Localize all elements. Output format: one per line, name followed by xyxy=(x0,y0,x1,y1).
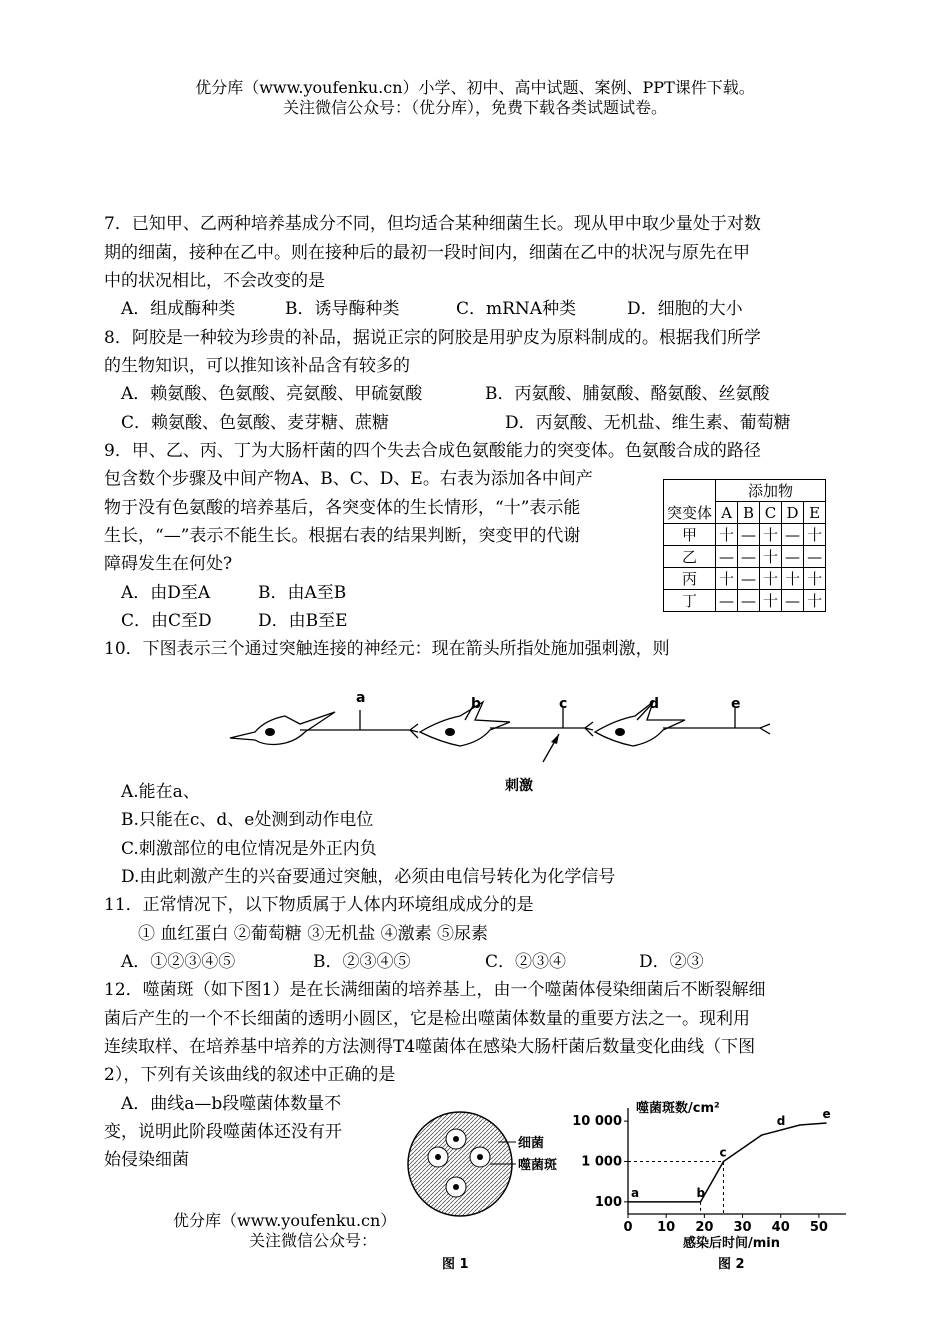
row-name: 丁 xyxy=(664,590,716,612)
table-col-header: A xyxy=(716,502,738,524)
point-label-c: c xyxy=(719,1145,727,1160)
table-col-header: C xyxy=(760,502,782,524)
q9-stem-1: 9．甲、乙、丙、丁为大肠杆菌的四个失去合成色氨酸能力的突变体。色氨酸合成的路径 xyxy=(104,441,761,461)
point-label-b: b xyxy=(696,1185,706,1200)
table-cell: 十 xyxy=(804,590,826,612)
table-group-header: 添加物 xyxy=(716,480,826,502)
q12-option-a-1: A．曲线a—b段噬菌体数量不 xyxy=(121,1094,342,1114)
table-cell: 十 xyxy=(804,524,826,546)
y-tick-label: 10 000 xyxy=(572,1114,622,1130)
neuron-diagram xyxy=(225,680,785,800)
nucleus-3 xyxy=(615,728,625,736)
table-row-header: 突变体 xyxy=(664,502,716,524)
table-cell: — xyxy=(716,546,738,568)
x-tick-label: 40 xyxy=(771,1220,790,1235)
plaque-center xyxy=(435,1154,441,1160)
x-tick-label: 10 xyxy=(657,1220,676,1235)
q9-stem-2: 包含数个步骤及中间产物A、B、C、D、E。右表为添加各中间产 xyxy=(104,469,593,489)
label-bacteria: 细菌 xyxy=(518,1136,545,1151)
table-cell: — xyxy=(738,590,760,612)
table-cell: — xyxy=(782,590,804,612)
chart-ylabel: 噬菌斑数/cm² xyxy=(636,1101,720,1116)
x-tick-label: 50 xyxy=(809,1220,828,1235)
mutant-growth-table xyxy=(663,479,826,612)
q8-stem-1: 8．阿胶是一种较为珍贵的补品，据说正宗的阿胶是用驴皮为原料制成的。根据我们所学 xyxy=(104,328,761,348)
table-cell: — xyxy=(804,546,826,568)
plaque-center xyxy=(453,1184,459,1190)
q10-option-b: B.只能在c、d、e处测到动作电位 xyxy=(121,810,374,830)
q9-stem-3: 物于没有色氨酸的培养基后，各突变体的生长情形，“十”表示能 xyxy=(104,498,581,518)
figure-2-caption: 图 2 xyxy=(718,1257,745,1272)
nucleus-2 xyxy=(445,728,455,736)
table-cell: 十 xyxy=(760,546,782,568)
nucleus-1 xyxy=(265,728,275,736)
q8-stem-2: 的生物知识，可以推知该补品含有较多的 xyxy=(104,356,410,376)
table-cell: 十 xyxy=(716,568,738,590)
figure-2-chart xyxy=(568,1092,868,1277)
table-cell: — xyxy=(738,546,760,568)
row-name: 丙 xyxy=(664,568,716,590)
q7-stem-2: 期的细菌，接种在乙中。则在接种后的最初一段时间内，细菌在乙中的状况与原先在甲 xyxy=(104,243,750,263)
table-cell: 十 xyxy=(716,524,738,546)
x-tick-label: 30 xyxy=(733,1220,752,1235)
point-label-a: a xyxy=(631,1185,640,1200)
table-col-header: E xyxy=(804,502,826,524)
footer-line-2: 关注微信公众号： xyxy=(249,1231,378,1250)
q12-option-a-2: 变，说明此阶段噬菌体还没有开 xyxy=(104,1122,342,1142)
q7-option-c: C．mRNA种类 xyxy=(456,299,577,319)
neuron-3-body xyxy=(595,702,685,746)
table-row xyxy=(664,546,826,568)
table-row xyxy=(664,568,826,590)
figure-1-caption: 图 1 xyxy=(442,1257,469,1272)
q12-stem-2: 菌后产生的一个不长细菌的透明小圆区，它是检出噬菌体数量的重要方法之一。现利用 xyxy=(104,1009,750,1029)
table-col-header: B xyxy=(738,502,760,524)
table-col-header: D xyxy=(782,502,804,524)
q12-option-a-3: 始侵染细菌 xyxy=(104,1150,189,1170)
y-tick-label: 100 xyxy=(594,1194,622,1210)
q10-option-d: D.由此刺激产生的兴奋要通过突触，必须由电信号转化为化学信号 xyxy=(121,867,616,887)
q10-option-c: C.刺激部位的电位情况是外正内负 xyxy=(121,839,377,859)
q8-option-b: B．丙氨酸、脯氨酸、酪氨酸、丝氨酸 xyxy=(485,384,770,404)
q10-option-a: A.能在a、 xyxy=(121,782,200,802)
q11-option-b: B．②③④⑤ xyxy=(313,952,411,972)
q7-option-d: D．细胞的大小 xyxy=(627,299,743,319)
table-cell: — xyxy=(782,524,804,546)
table-cell: 十 xyxy=(760,568,782,590)
neuron-2-body xyxy=(420,702,510,746)
table-corner xyxy=(664,480,716,502)
synapse-2 xyxy=(585,722,593,736)
q9-option-d: D．由B至E xyxy=(258,611,348,631)
q12-stem-4: 2），下列有关该曲线的叙述中正确的是 xyxy=(104,1065,396,1085)
row-name: 甲 xyxy=(664,524,716,546)
x-tick-label: 20 xyxy=(695,1220,714,1235)
table-cell: 十 xyxy=(760,590,782,612)
x-tick-label: 0 xyxy=(623,1220,633,1235)
label-b: b xyxy=(471,696,482,712)
q7-stem-1: 7．已知甲、乙两种培养基成分不同，但均适合某种细菌生长。现从甲中取少量处于对数 xyxy=(104,214,761,234)
table-cell: 十 xyxy=(760,524,782,546)
table-cell: — xyxy=(716,590,738,612)
y-tick-label: 1 000 xyxy=(581,1154,622,1170)
q11-option-a: A．①②③④⑤ xyxy=(121,952,236,972)
q11-option-c: C．②③④ xyxy=(485,952,567,972)
neuron-3-axon xyxy=(663,724,770,734)
q9-stem-4: 生长，“—”表示不能生长。根据右表的结果判断，突变甲的代谢 xyxy=(104,526,581,546)
q11-option-d: D．②③ xyxy=(639,952,704,972)
q7-option-b: B．诱导酶种类 xyxy=(285,299,400,319)
table-cell: — xyxy=(738,568,760,590)
header-line-2: 关注微信公众号：（优分库），免费下载各类试题试卷。 xyxy=(282,98,667,117)
q8-option-a: A．赖氨酸、色氨酸、亮氨酸、甲硫氨酸 xyxy=(121,384,423,404)
table-cell: 十 xyxy=(782,568,804,590)
label-stimulus: 刺激 xyxy=(505,778,533,794)
label-e: e xyxy=(731,696,741,712)
q7-stem-3: 中的状况相比，不会改变的是 xyxy=(104,271,325,291)
label-d: d xyxy=(649,696,660,712)
plaque-center xyxy=(453,1136,459,1142)
q12-stem-1: 12．噬菌斑（如下图1）是在长满细菌的培养基上，由一个噬菌体侵染细菌后不断裂解细 xyxy=(104,980,766,1000)
q7-option-a: A．组成酶种类 xyxy=(121,299,236,319)
footer-line-1: 优分库（www.youfenku.cn） xyxy=(173,1211,397,1230)
neuron-1-body xyxy=(230,712,335,745)
label-plaque: 噬菌斑 xyxy=(518,1158,558,1173)
label-a: a xyxy=(356,690,366,706)
label-c: c xyxy=(559,696,568,712)
table-cell: — xyxy=(782,546,804,568)
q9-option-b: B．由A至B xyxy=(258,583,347,603)
table-row xyxy=(664,524,826,546)
q12-stem-3: 连续取样、在培养基中培养的方法测得T4噬菌体在感染大肠杆菌后数量变化曲线（下图 xyxy=(104,1037,756,1057)
table-row xyxy=(664,590,826,612)
synapse-1 xyxy=(410,724,418,738)
header-line-1: 优分库（www.youfenku.cn）小学、初中、高中试题、案例、PPT课件下载。 xyxy=(195,78,755,97)
point-label-e: e xyxy=(822,1106,831,1121)
q8-option-c: C．赖氨酸、色氨酸、麦芽糖、蔗糖 xyxy=(121,413,390,433)
row-name: 乙 xyxy=(664,546,716,568)
table-cell: — xyxy=(738,524,760,546)
series-line xyxy=(628,1123,827,1202)
q11-items: ① 血红蛋白 ②葡萄糖 ③无机盐 ④激素 ⑤尿素 xyxy=(138,924,489,944)
q9-option-c: C．由C至D xyxy=(121,611,212,631)
q9-option-a: A．由D至A xyxy=(121,583,211,603)
plaque-center xyxy=(477,1154,483,1160)
point-label-d: d xyxy=(776,1114,786,1129)
q9-stem-5: 障碍发生在何处? xyxy=(104,554,233,574)
q11-stem: 11．正常情况下，以下物质属于人体内环境组成成分的是 xyxy=(104,895,534,915)
chart-xlabel: 感染后时间/min xyxy=(683,1236,781,1251)
q10-stem: 10．下图表示三个通过突触连接的神经元：现在箭头所指处施加强刺激，则 xyxy=(104,639,670,659)
stimulus-arrowhead xyxy=(551,734,559,744)
q8-option-d: D．丙氨酸、无机盐、维生素、葡萄糖 xyxy=(505,413,791,433)
table-cell: 十 xyxy=(804,568,826,590)
